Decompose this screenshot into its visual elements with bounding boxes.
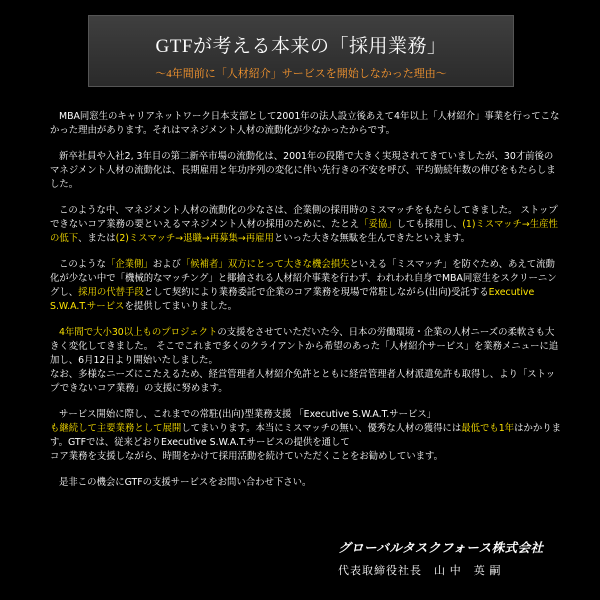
- paragraph-text: なお、多様なニーズにこたえるため、経営管理者人材紹介免許とともに経営管理者人材派遣免許も取得し、より「ストップできないコア業務」の支援に努めます。: [50, 369, 556, 394]
- highlight-text: Executive S.W.A.T.サービス: [50, 287, 535, 312]
- paragraph-text: してまいります。本当にミスマッチの無い、優秀な人材の獲得には: [181, 423, 462, 434]
- highlight-text: (2)ミスマッチ→退職→再募集→再雇用: [115, 233, 274, 244]
- paragraph-text: といった大きな無駄を生んできたといえます。: [273, 233, 470, 244]
- highlight-text: 双方にとって大きな機会損失: [227, 259, 350, 270]
- paragraph-text: といえる「ミスマッチ」を防ぐため、あえて流動化が少ない中で「機械的なマッチング」と揶揄される人材紹介事業を行わず、われわれ自身でMBA同窓生をスクリーニングし、: [50, 259, 557, 298]
- paragraph-text: はかかります。GTFでは、従来どおりExecutive S.W.A.T.サービスの提供を通して: [50, 423, 561, 448]
- paragraph-text: 新卒社員や入社2, 3年目の第二新卒市場の流動化は、2001年の段階で大きく実現されてきていましたが、30才前後のマネジメント人材の流動化は、長期雇用と年功序列の変化に伴い先行きの不安を呼び、平均勤続年数の伸びをもたらしました。: [50, 151, 556, 190]
- body-paragraph: [50, 408, 562, 464]
- paragraph-text: の支援をさせていただいた今、日本の労働環境・企業の人材ニーズの柔軟さも大きく変化してきました。 そこでこれまで多くのクライアントから希望のあった「人材紹介サービス」を業務メニューに追加し、6月12日より開始いたしました。: [50, 327, 559, 366]
- paragraph-text: 是非この機会にGTFの支援サービスをお問い合わせ下さい。: [59, 477, 312, 488]
- paragraph-text: このような中、マネジメント人材の流動化の少なさは、企業側の採用時のミスマッチをもたらしてきました。 ストップできないコア業務の要といえるマネジメント人材の採用のために、たとえ: [50, 205, 558, 230]
- highlight-text: 「企業側」: [105, 259, 153, 270]
- signature-company: グローバルタスクフォース株式会社: [338, 541, 544, 555]
- paragraph-text: MBA同窓生のキャリアネットワーク日本支部として2001年の法人設立後あえて4年以上「人材紹介」事業を行ってこなかった理由があります。それはマネジメント人材の流動化が少なかったからです。: [50, 111, 560, 136]
- body-paragraph: [50, 476, 562, 490]
- paragraph-text: コア業務を支援しながら、時間をかけて採用活動を続けていただくことをお勧めしています。: [50, 451, 444, 462]
- highlight-text: 採用の代替手段: [78, 287, 144, 298]
- highlight-text: 4年間で大小30以上ものプロジェクト: [59, 327, 218, 338]
- page-subtitle: 〜4年間前に「人材紹介」サービスを開始しなかった理由〜: [155, 68, 447, 80]
- highlight-text: (1)ミスマッチ→生産性の低下: [50, 219, 558, 244]
- body-paragraph: [50, 258, 562, 314]
- signature-representative: 代表取締役社長 山 中 英 嗣: [338, 565, 502, 577]
- body-paragraph: [50, 150, 562, 192]
- page-title: GTFが考える本来の「採用業務」: [155, 36, 447, 57]
- body-paragraph: [50, 326, 562, 396]
- paragraph-text: として契約により業務委託で企業のコア業務を現場で常駐しながら(出向)受託する: [143, 287, 489, 298]
- highlight-text: 「候補者」: [180, 259, 228, 270]
- highlight-text: も継続して主要業務として展開: [50, 423, 182, 434]
- highlight-text: 「妥協」: [359, 219, 397, 230]
- header-banner: [88, 15, 514, 87]
- paragraph-text: このような: [59, 259, 106, 270]
- paragraph-text: 、または: [78, 233, 116, 244]
- body-paragraph: [50, 204, 562, 246]
- paragraph-text: サービス開始に際し、これまでの常駐(出向)型業務支援 「Executive S.W.A.T.サービス」: [59, 409, 437, 420]
- body-text: [50, 110, 562, 502]
- body-paragraph: [50, 110, 562, 138]
- highlight-text: 最低でも1年: [461, 423, 515, 434]
- signature: [338, 538, 544, 578]
- paragraph-text: を提供してまいりました。: [124, 301, 237, 312]
- paragraph-text: しても採用し、: [396, 219, 463, 230]
- paragraph-text: および: [152, 259, 181, 270]
